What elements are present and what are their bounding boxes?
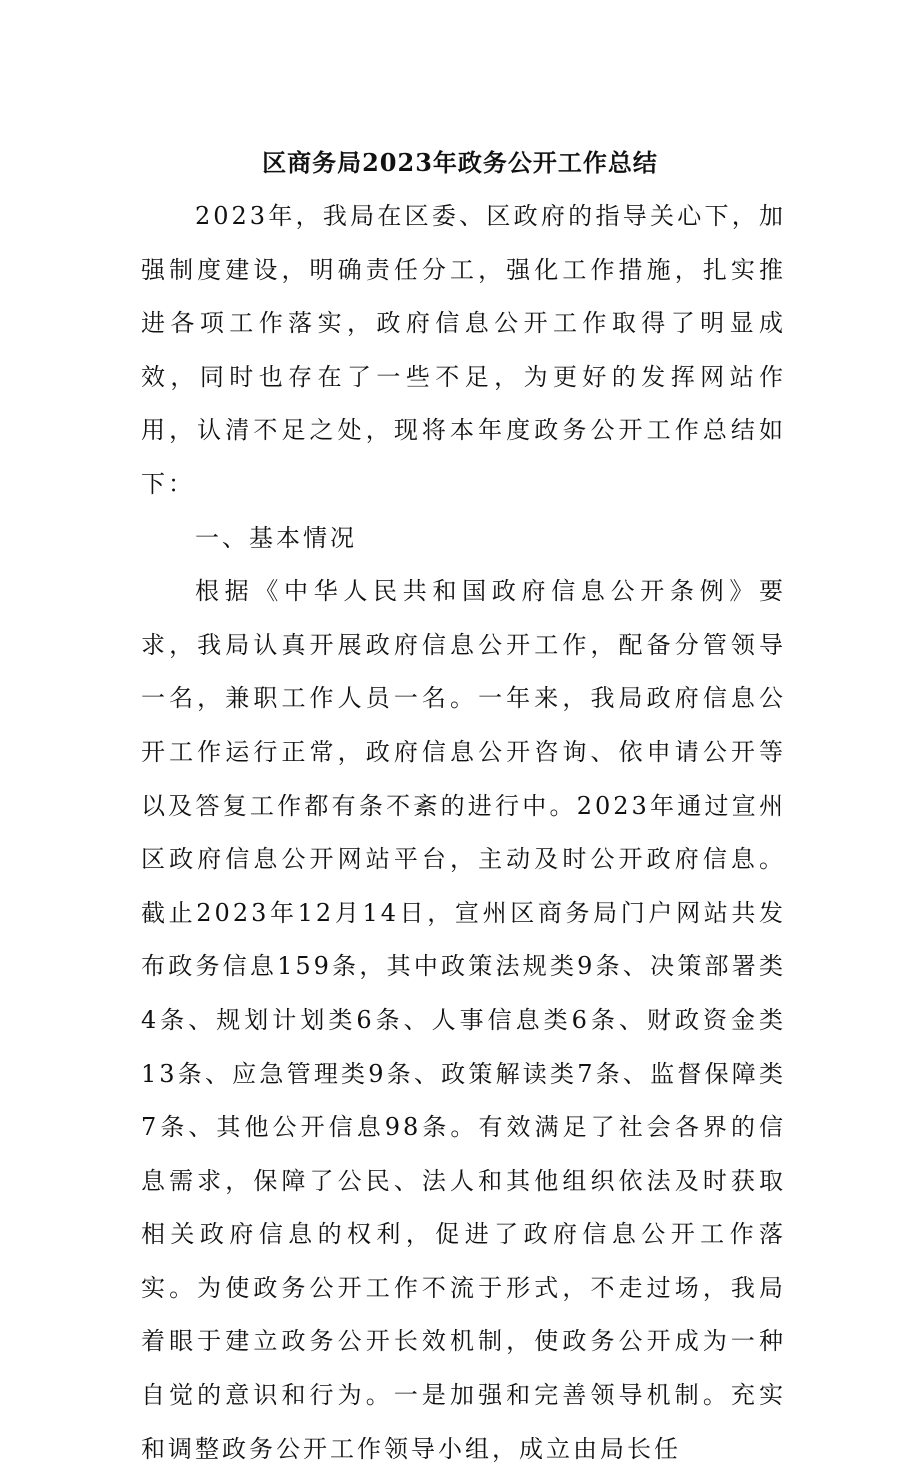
document-title: 区商务局2023年政务公开工作总结 <box>262 148 658 177</box>
document-body <box>141 190 786 1476</box>
section-heading-basic-situation: 一、基本情况 <box>195 523 357 552</box>
paragraph-basic-situation: 根据《中华人民共和国政府信息公开条例》要求，我局认真开展政府信息公开工作，配备分管领导一名，兼职工作人员一名。一年来，我局政府信息公开工作运行正常，政府信息公开咨询、依申请公开等以及答复工作都有条不紊的进行中。2023年通过宣州区政府信息公开网站平台，主动及时公开政府信息。截止2023年12月14日，宣州区商务局门户网站共发布政务信息159条，其中政策法规类9条、决策部署类4条、规划计划类6条、人事信息类6条、财政资金类13条、应急管理类9条、政策解读类7条、监督保障类7条、其他公开信息98条。有效满足了社会各界的信息需求，保障了公民、法人和其他组织依法及时获取相关政府信息的权利，促进了政府信息公开工作落实。为使政务公开工作不流于形式，不走过场，我局着眼于建立政务公开长效机制，使政务公开成为一种自觉的意识和行为。一是加强和完善领导机制。充实和调整政务公开工作领导小组，成立由局长任 <box>141 577 786 1463</box>
paragraph-intro: 2023年，我局在区委、区政府的指导关心下，加强制度建设，明确责任分工，强化工作措施，扎实推进各项工作落实，政府信息公开工作取得了明显成效，同时也存在了一些不足，为更好的发挥网站作用，认清不足之处，现将本年度政务公开工作总结如下： <box>141 202 786 498</box>
